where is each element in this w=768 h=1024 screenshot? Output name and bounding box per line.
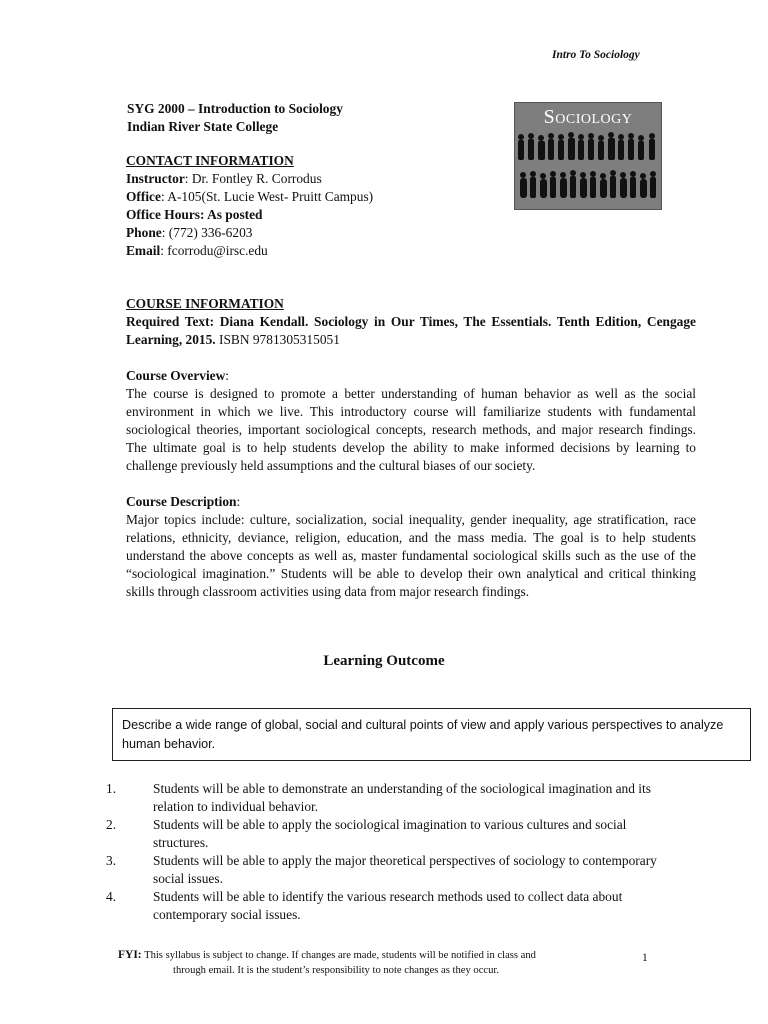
course-info-heading: COURSE INFORMATION xyxy=(126,296,284,311)
overview-heading-row xyxy=(126,367,696,385)
list-item xyxy=(106,816,666,852)
overview-paragraph: The course is designed to promote a better understanding of human behavior as well as the social environment in which we live. This introductory course will familiarize students with fundamental sociological theories, important sociological concepts, research methods, and major research findings. The ultimate goal is to help students develop the ability to make informed decisions by learning to challenge previously held assumptions and the cultural biases of our society. xyxy=(126,386,696,473)
required-text xyxy=(126,313,696,349)
list-text: Students will be able to apply the major theoretical perspectives of sociology to contemporary social issues. xyxy=(153,853,657,886)
required-text-citation: Required Text: Diana Kendall. Sociology in Our Times, The Essentials. Tenth Edition, Cengage Learning, 2015. xyxy=(126,314,696,347)
list-item xyxy=(106,888,666,924)
list-text: Students will be able to identify the various research methods used to collect data about contemporary social issues. xyxy=(153,889,623,922)
instructor-value: : Dr. Fontley R. Corrodus xyxy=(184,171,322,186)
isbn: ISBN 9781305315051 xyxy=(215,332,340,347)
sociology-logo-image xyxy=(514,102,662,210)
description-label: Course Description xyxy=(126,494,237,509)
office-hours-row xyxy=(126,206,373,224)
office-value: : A-105(St. Lucie West- Pruitt Campus) xyxy=(160,189,374,204)
list-number: 1. xyxy=(106,781,117,796)
contact-heading: CONTACT INFORMATION xyxy=(126,153,294,168)
email-label: Email xyxy=(126,243,161,258)
phone-label: Phone xyxy=(126,225,162,240)
course-title-block xyxy=(127,100,343,136)
list-number: 2. xyxy=(106,817,117,832)
running-header: Intro To Sociology xyxy=(552,49,640,61)
list-item xyxy=(106,852,666,888)
description-colon: : xyxy=(236,494,241,509)
footer-text-2: through email. It is the student’s responsibility to note changes as they occur. xyxy=(173,965,499,976)
learning-outcome-title: Learning Outcome xyxy=(323,653,445,669)
email-row xyxy=(126,242,373,260)
footer-text-1: This syllabus is subject to change. If changes are made, students will be notified in class and xyxy=(141,950,536,961)
course-code-title: SYG 2000 – Introduction to Sociology xyxy=(127,101,343,116)
phone-row xyxy=(126,224,373,242)
email-value: : fcorrodu@irsc.edu xyxy=(160,243,268,258)
outcomes-list xyxy=(106,780,666,924)
instructor-row xyxy=(126,170,373,188)
description-heading-row xyxy=(126,493,696,511)
logo-text: Sociology xyxy=(543,106,633,128)
office-row xyxy=(126,188,373,206)
overview-colon: : xyxy=(225,368,230,383)
description-paragraph: Major topics include: culture, socialization, social inequality, gender inequality, age stratification, race relations, ethnicity, deviance, religion, education, and the mass media. The goal is to help students understand the above concepts as well as, master fundamental sociological skills such as the use of the “sociological imagination.” Students will be able to develop their own analytical and critical thinking skills through classroom activities using data from major research findings. xyxy=(126,512,696,599)
college-name: Indian River State College xyxy=(127,119,279,134)
fyi-label: FYI: xyxy=(118,949,142,961)
office-hours: Office Hours: As posted xyxy=(126,207,263,222)
footer-note xyxy=(118,948,558,978)
page-number: 1 xyxy=(642,952,648,964)
phone-value: : (772) 336-6203 xyxy=(161,225,253,240)
instructor-label: Instructor xyxy=(126,171,185,186)
learning-outcome-box: Describe a wide range of global, social and cultural points of view and apply various perspectives to analyze human behavior. xyxy=(112,708,751,761)
list-text: Students will be able to apply the sociological imagination to various cultures and social structures. xyxy=(153,817,627,850)
office-label: Office xyxy=(126,189,161,204)
course-information-section xyxy=(126,295,696,601)
overview-label: Course Overview xyxy=(126,368,226,383)
list-text: Students will be able to demonstrate an understanding of the sociological imagination and its relation to individual behavior. xyxy=(153,781,651,814)
contact-information-section xyxy=(126,152,373,260)
list-number: 4. xyxy=(106,889,117,904)
list-item xyxy=(106,780,666,816)
footer-line-1 xyxy=(118,948,558,963)
list-number: 3. xyxy=(106,853,117,868)
